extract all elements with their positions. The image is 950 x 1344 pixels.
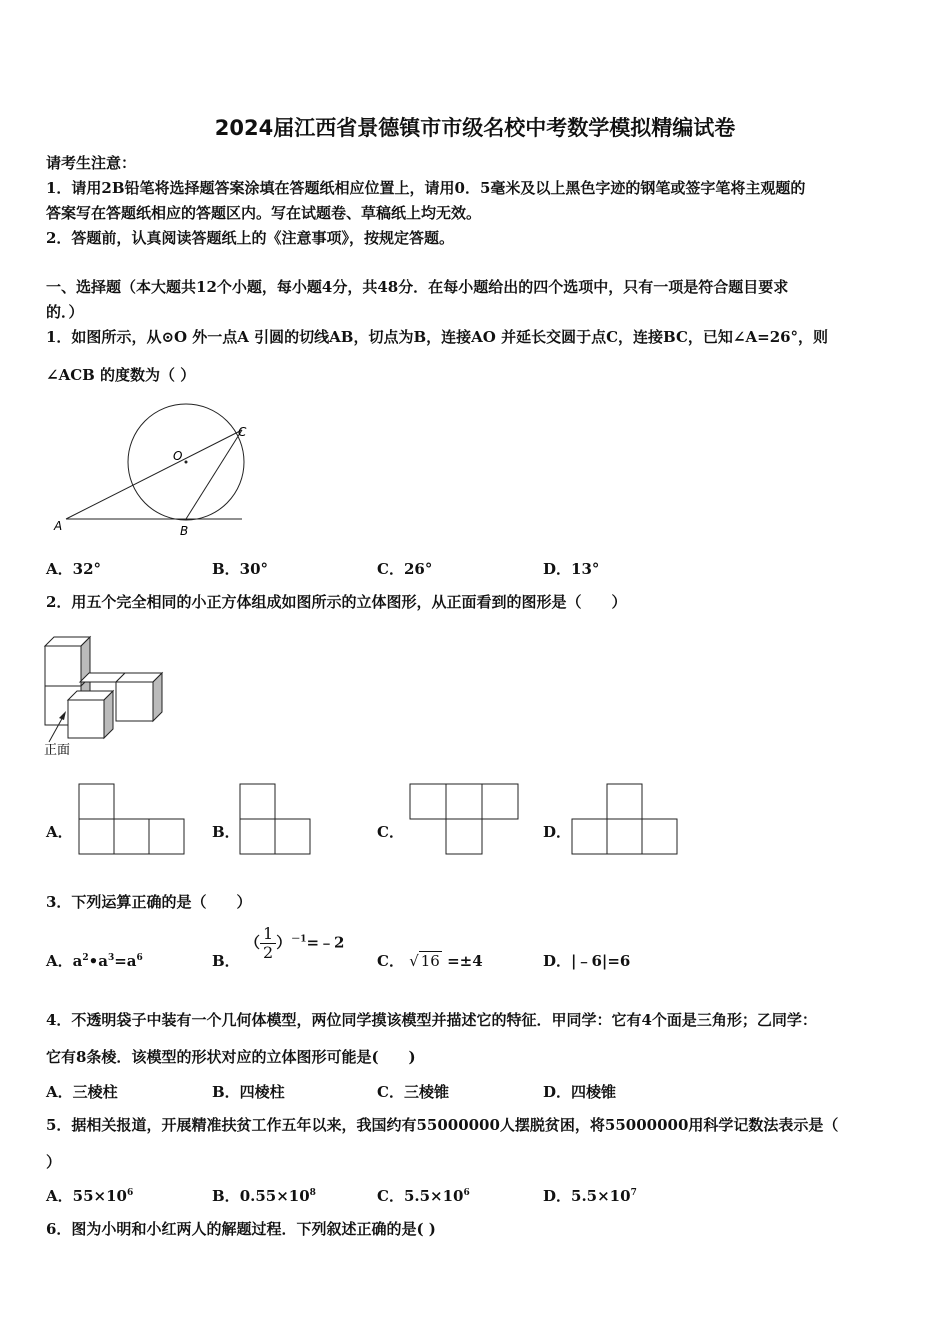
q3-option-b-expr [245,925,345,962]
q3-b-den: 2 [263,943,274,962]
q5-a-label: A． [46,1187,73,1205]
q1-option-b: B．30° [212,560,269,578]
q3-option-a-label: A． [46,952,73,970]
q2-option-b-figure [237,782,317,858]
q3-a-part1: a [72,952,83,970]
q2-cubes-figure [42,630,172,760]
q3-a-part2: •a [88,952,108,970]
q2-option-a-label: A． [46,823,73,841]
q5-d-exp: 7 [630,1188,637,1198]
q4-option-d: D．四棱锥 [543,1083,617,1101]
center-point [185,461,188,464]
q2-stem: 2．用五个完全相同的小正方体组成如图所示的立体图形，从正面看到的图形是（ ） [46,593,627,611]
q1-stem-a: 1．如图所示，从⊙O 外一点A 引圆的切线AB，切点为B，连接AO 并延长交圆于点C，连接BC，已知∠A=26°，则 [46,328,829,346]
q5-option-c [377,1185,470,1206]
q3-b-num: 1 [260,925,276,944]
notice-line-1b: 答案写在答题纸相应的答题区内。写在试题卷、草稿纸上均无效。 [46,204,482,222]
line-bc [186,430,242,519]
page-title: 2024届江西省景德镇市市级名校中考数学模拟精编试卷 [214,116,736,140]
q3-option-d: D．|﹣6|=6 [543,952,631,970]
front-label: 正面 [44,743,71,758]
q3-c-sqrt [409,952,442,970]
q2-option-b-label: B． [212,823,240,841]
q5-stem-a: 5．据相关报道，开展精准扶贫工作五年以来，我国约有55000000人摆脱贫困，将55000000用科学记数法表示是（ [46,1116,839,1134]
q1-option-c: C．26° [377,560,433,578]
q5-d-label: D． [543,1187,572,1205]
q3-option-c [377,950,483,971]
q4-stem-a: 4．不透明袋子中装有一个几何体模型，两位同学摸该模型并描述它的特征．甲同学：它有4个面是三角形；乙同学： [46,1011,817,1029]
label-a: A [54,519,63,533]
label-b: B [180,524,189,538]
q2-option-c-label: C． [377,823,404,841]
section-heading-b: 的．） [46,303,84,321]
q2-option-d-figure [569,782,683,858]
q3-c-radicand: 16 [420,952,440,970]
label-c: C [238,425,247,439]
q3-b-open: （ [245,933,261,952]
q4-option-a: A．三棱柱 [46,1083,118,1101]
q4-option-b: B．四棱柱 [212,1083,285,1101]
q5-stem-b: ） [46,1153,62,1171]
q3-b-rest: =﹣2 [306,933,345,952]
q3-option-a [46,950,143,971]
q3-b-exp: －1 [291,934,307,945]
section-heading-a: 一、选择题（本大题共12个小题，每小题4分，共48分．在每小题给出的四个选项中，只有一项是符合题目要求 [46,278,789,296]
line-ac [66,430,242,519]
q4-option-c: C．三棱锥 [377,1083,449,1101]
q2-option-c-figure [406,782,522,858]
q1-option-a: A．32° [46,560,102,578]
q1-option-d: D．13° [543,560,600,578]
notice-line-1a: 1．请用2B铅笔将选择题答案涂填在答题纸相应位置上，请用0．5毫米及以上黑色字迹的钢笔或签字笔将主观题的 [46,179,806,197]
q3-a-part3: =a [114,952,137,970]
q3-c-rest: =±4 [447,952,483,970]
q5-b-exp: 8 [309,1188,316,1198]
q1-circle-figure [50,398,260,543]
q3-option-c-label: C． [377,952,404,970]
q3-a-exp2: 3 [107,953,115,963]
q5-d-base: 5.5×10 [571,1187,631,1205]
label-o: O [173,449,183,463]
q5-b-label: B． [212,1187,240,1205]
q5-a-base: 55×10 [72,1187,127,1205]
q2-option-a-figure [76,782,188,858]
q2-option-d-label: D． [543,823,572,841]
notice-line-2: 2．答题前，认真阅读答题纸上的《注意事项》，按规定答题。 [46,229,454,247]
q3-b-close: ） [276,933,292,952]
q3-stem: 3．下列运算正确的是（ ） [46,893,252,911]
q1-stem-b: ∠ACB 的度数为（ ） [46,366,196,384]
q5-a-exp: 6 [126,1188,134,1198]
notice-heading: 请考生注意： [46,154,137,172]
q3-option-b-label: B． [212,952,240,970]
q5-option-d [543,1185,637,1206]
q5-option-a [46,1185,133,1206]
q3-a-exp1: 2 [82,953,89,963]
q5-c-label: C． [377,1187,404,1205]
q5-option-b [212,1185,316,1206]
q3-c-radical-sign: √ [409,952,419,970]
q4-stem-b: 它有8条棱．该模型的形状对应的立体图形可能是( ) [46,1048,416,1066]
q3-b-fraction [260,925,276,962]
q3-a-exp3: 6 [136,953,143,963]
q6-stem: 6．图为小明和小红两人的解题过程．下列叙述正确的是( ) [46,1220,436,1238]
q5-c-exp: 6 [463,1188,470,1198]
q5-b-base: 0.55×10 [239,1187,310,1205]
q5-c-base: 5.5×10 [403,1187,464,1205]
